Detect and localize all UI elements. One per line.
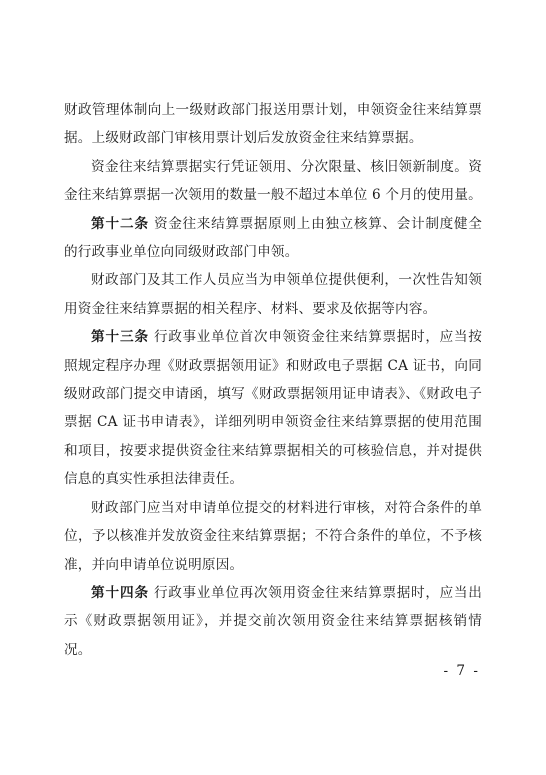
paragraph-text: 行政事业单位首次申领资金往来结算票据时，应当按照规定程序办理《财政票据领用证》和财政电子票据 CA 证书，向同级财政部门提交申请函，填写《财政票据领用证申请表》、《财政电子票据 CA 证书申请表》，详细列明申领资金往来结算票据的使用范围和项目，按要求提供资金往来结算票据相关的可核验信息，并对提供信息的真实性承担法律责任。 [64,329,482,488]
paragraph-text: 财政部门及其工作人员应当为申领单位提供便利，一次性告知领用资金往来结算票据的相关程序、材料、要求及依据等内容。 [64,272,482,317]
paragraph-text: 财政管理体制向上一级财政部门报送用票计划，申领资金往来结算票据。上级财政部门审核用票计划后发放资金往来结算票据。 [64,102,482,147]
article-number: 第十四条 [91,584,149,601]
article-13-paragraph [64,323,482,493]
article-number: 第十三条 [91,329,149,346]
paragraph-1 [64,96,482,153]
paragraph-text: 财政部门应当对申请单位提交的材料进行审核，对符合条件的单位，予以核准并发放资金往来结算票据；不符合条件的单位，不予核准，并向申请单位说明原因。 [64,499,482,573]
paragraph-4 [64,266,482,323]
document-body [64,96,482,664]
paragraph-text: 资金往来结算票据原则上由独立核算、会计制度健全的行政事业单位向同级财政部门申领。 [64,215,482,261]
article-12-paragraph [64,210,482,267]
paragraph-2 [64,153,482,210]
paragraph-text: 行政事业单位再次领用资金往来结算票据时，应当出示《财政票据领用证》，并提交前次领用资金往来结算票据核销情况。 [64,584,482,658]
article-14-paragraph [64,579,482,664]
paragraph-text: 资金往来结算票据实行凭证领用、分次限量、核旧领新制度。资金往来结算票据一次领用的数量一般不超过本单位 6 个月的使用量。 [64,158,482,204]
article-number: 第十二条 [91,215,149,232]
page-number: - 7 - [443,663,480,679]
paragraph-6 [64,494,482,579]
